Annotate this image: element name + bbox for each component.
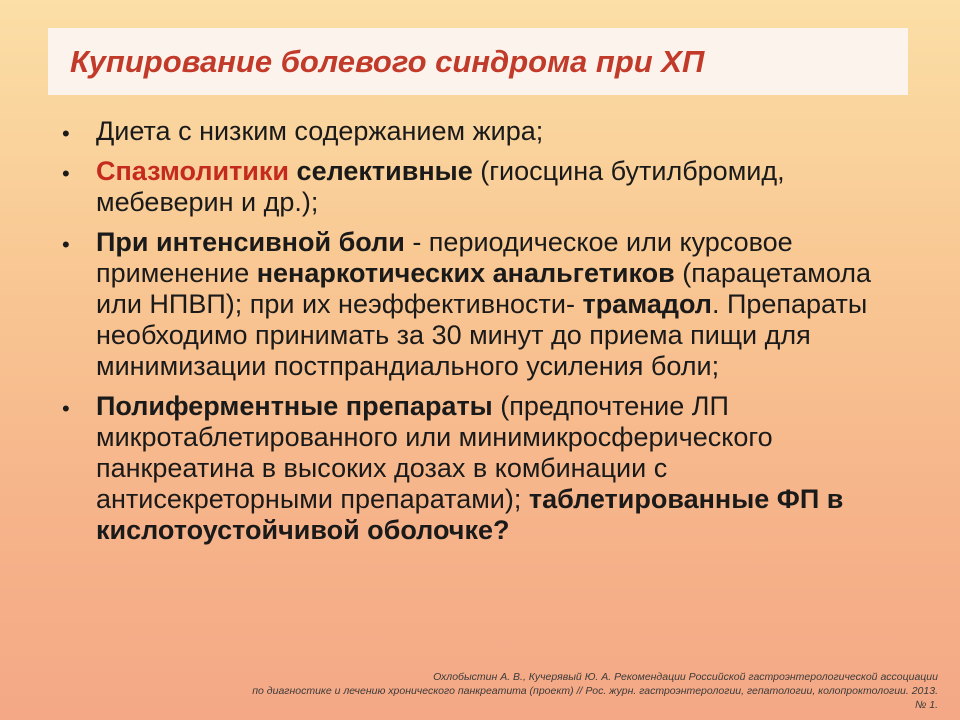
text-segment-bold: трамадол	[582, 289, 712, 319]
text-segment	[289, 156, 297, 186]
citation	[238, 670, 938, 712]
text-segment: (гиосцина бутилбромид, мебеверин и др.);	[96, 156, 785, 217]
text-segment-bold: таблетированные ФП в кислотоустойчивой оболочке?	[96, 484, 844, 545]
bullet-dot-icon: •	[62, 121, 70, 146]
bullet-text	[96, 227, 871, 381]
text-segment-bold: При интенсивной боли	[96, 227, 405, 257]
bullet-dot-icon: •	[62, 396, 70, 421]
bullet-text	[96, 391, 843, 545]
bullet-list	[60, 116, 910, 555]
bullet-dot-icon: •	[62, 161, 70, 186]
text-segment: . Препараты необходимо принимать за 30 минут до приема пищи для минимизации постпрандиального усиления боли;	[96, 289, 868, 381]
title-box	[48, 28, 908, 95]
text-segment: (парацетамола или НПВП); при их неэффективности-	[96, 258, 872, 319]
text-segment-red: Спазмолитики	[96, 156, 290, 186]
bullet-item	[60, 156, 910, 218]
text-segment-bold: ненаркотических анальгетиков	[256, 258, 675, 288]
bullet-item	[60, 227, 910, 382]
text-segment-bold: селективные	[296, 156, 473, 186]
text-segment-bold: Полиферментные препараты	[96, 391, 493, 421]
bullet-dot-icon: •	[62, 232, 70, 257]
citation-line: Охлобыстин А. В., Кучерявый Ю. А. Рекомендации Российской гастроэнтерологической ассоциации	[433, 671, 938, 683]
citation-line: по диагностике и лечению хронического панкреатита (проект) // Рос. журн. гастроэнтерологии, гепатологии, колопроктологии. 2013. № 1.	[252, 685, 938, 711]
bullet-text	[96, 116, 543, 146]
text-segment: (предпочтение ЛП микротаблетированного или минимикросферического панкреатина в высоких дозах в комбинации с антисекреторными препаратами);	[96, 391, 773, 514]
text-segment: Диета с низким содержанием жира;	[96, 116, 544, 146]
bullet-text	[96, 156, 785, 217]
bullet-item	[60, 391, 910, 546]
text-segment: - периодическое или курсовое применение	[96, 227, 793, 288]
slide-title: Купирование болевого синдрома при ХП	[70, 43, 705, 79]
bullet-item	[60, 116, 910, 147]
